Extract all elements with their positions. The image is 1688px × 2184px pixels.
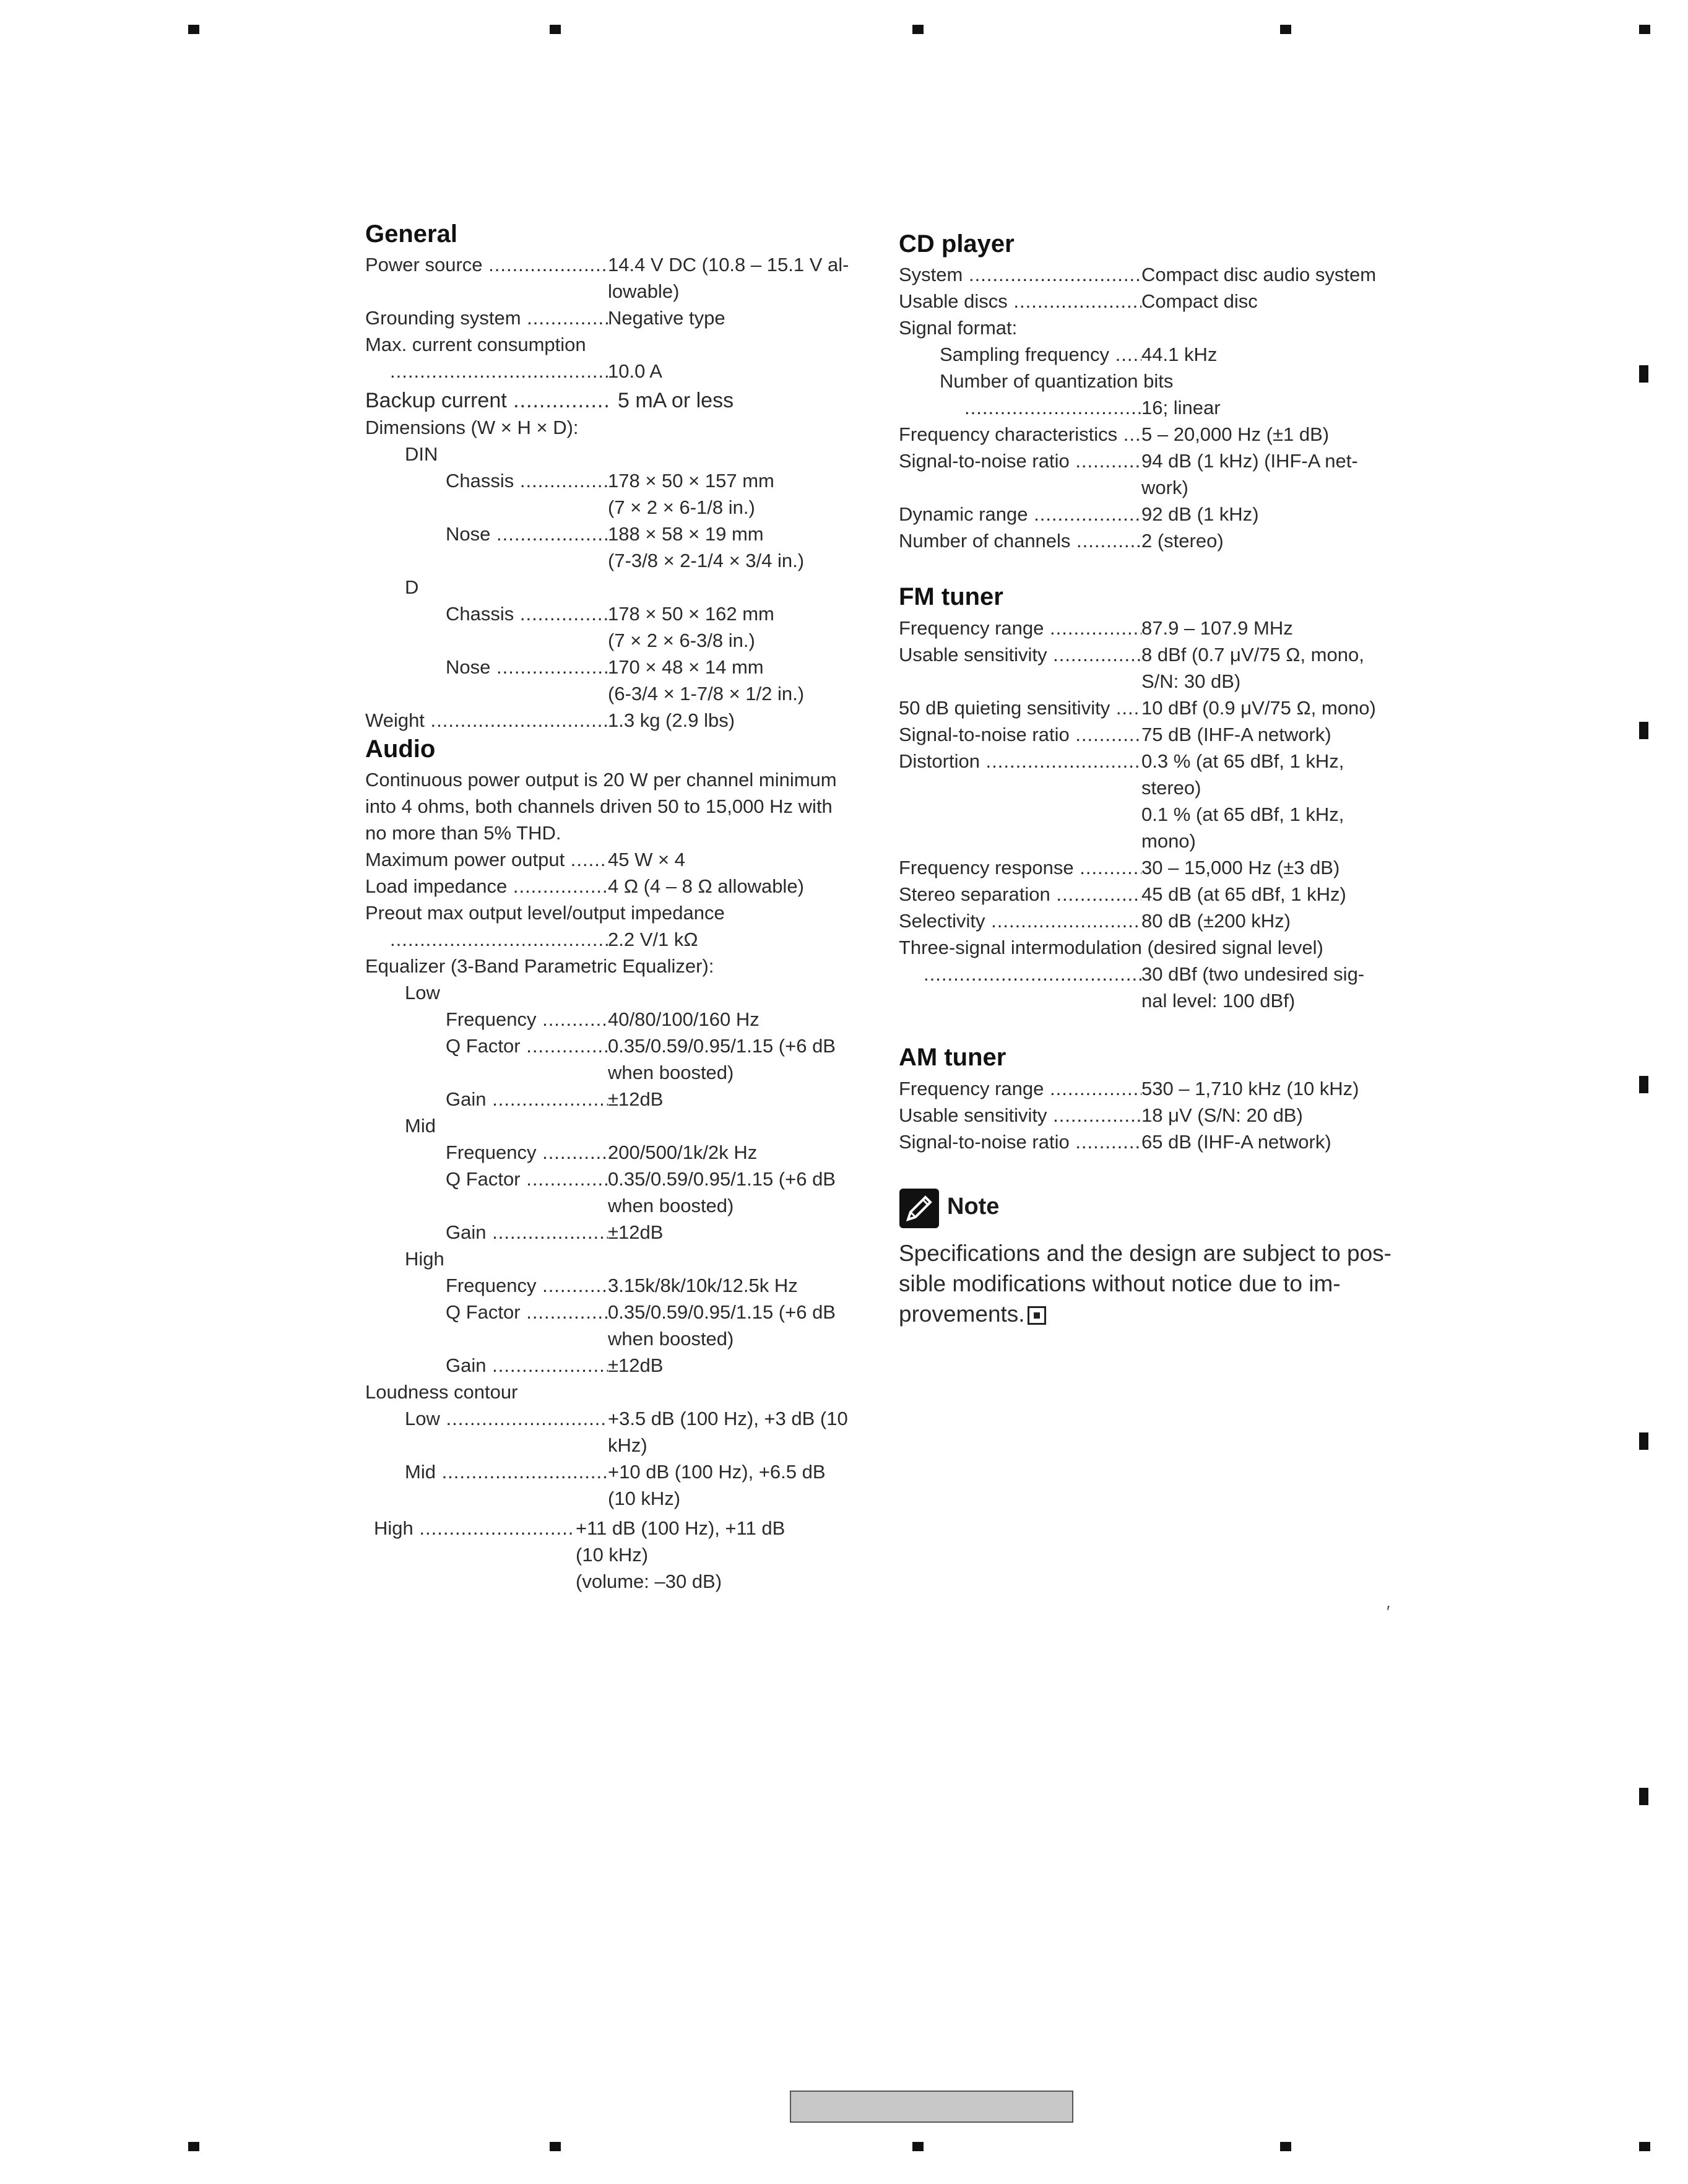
spec-value: 0.35/0.59/0.95/1.15 (+6 dB bbox=[608, 1301, 836, 1323]
sub-heading: Mid bbox=[405, 1115, 436, 1137]
spec-value: 5 mA or less bbox=[618, 389, 734, 412]
spec-label: Frequency range ..... bbox=[899, 1075, 1141, 1102]
spec-label: Sampling frequency ..... bbox=[940, 341, 1141, 368]
sub-heading: Low bbox=[405, 982, 440, 1003]
spec-label: Usable sensitivity ..... bbox=[899, 641, 1141, 668]
spec-label: Signal-to-noise ratio ..... bbox=[899, 1129, 1141, 1155]
spec-value-cont: when boosted) bbox=[608, 1195, 734, 1216]
registration-mark bbox=[550, 2142, 561, 2151]
spec-value: ±12dB bbox=[608, 1088, 664, 1110]
spec-value-cont: (10 kHz) bbox=[608, 1488, 681, 1509]
spec-label-full: Dimensions (W × H × D): bbox=[365, 417, 579, 438]
spec-label-full: Equalizer (3-Band Parametric Equalizer): bbox=[365, 955, 714, 977]
spec-value: 200/500/1k/2k Hz bbox=[608, 1142, 758, 1163]
spec-value: 178 × 50 × 162 mm bbox=[608, 603, 774, 625]
spec-value-cont: lowable) bbox=[608, 280, 680, 302]
spec-value: 94 dB (1 kHz) (IHF-A net- bbox=[1141, 450, 1358, 472]
page-number-box bbox=[790, 2091, 1073, 2123]
spec-label: Usable discs ..... bbox=[899, 288, 1141, 314]
sub-heading: High bbox=[405, 1248, 444, 1270]
spec-value: 40/80/100/160 Hz bbox=[608, 1008, 760, 1030]
spec-value-cont: when boosted) bbox=[608, 1328, 734, 1350]
spec-label: Q Factor ..... bbox=[446, 1033, 608, 1059]
spec-value: 14.4 V DC (10.8 – 15.1 V al- bbox=[608, 254, 849, 275]
spec-label: Mid ..... bbox=[405, 1458, 608, 1485]
spec-label: High ..... bbox=[374, 1515, 576, 1541]
spec-value: 45 W × 4 bbox=[608, 849, 685, 870]
spec-label: Power source ..... bbox=[365, 251, 608, 278]
spec-label: Usable sensitivity ..... bbox=[899, 1102, 1141, 1129]
spec-value-cont: stereo) bbox=[1141, 777, 1201, 799]
spec-label: Nose ..... bbox=[446, 654, 608, 680]
registration-mark bbox=[1639, 25, 1650, 34]
spec-label: System ..... bbox=[899, 261, 1141, 288]
spec-label: Stereo separation ..... bbox=[899, 881, 1141, 908]
spec-label: Q Factor ..... bbox=[446, 1299, 608, 1325]
spec-value: 10.0 A bbox=[608, 360, 662, 382]
spec-value: 16; linear bbox=[1141, 397, 1221, 418]
spec-label-full: Number of quantization bits bbox=[940, 370, 1174, 392]
spec-value-cont: when boosted) bbox=[608, 1062, 734, 1083]
spec-value-cont: (6-3/4 × 1-7/8 × 1/2 in.) bbox=[608, 683, 805, 704]
spec-value-cont: (10 kHz) bbox=[576, 1544, 649, 1566]
registration-mark bbox=[1639, 1788, 1648, 1805]
cd-player-heading: CD player bbox=[899, 230, 1015, 258]
spec-value: 3.15k/8k/10k/12.5k Hz bbox=[608, 1275, 798, 1296]
spec-dots bbox=[390, 926, 608, 953]
spec-value-cont: (7-3/8 × 2-1/4 × 3/4 in.) bbox=[608, 550, 805, 571]
stray-mark: ′ bbox=[1387, 1602, 1390, 1621]
end-mark-icon bbox=[1028, 1306, 1046, 1325]
spec-value: 0.35/0.59/0.95/1.15 (+6 dB bbox=[608, 1168, 836, 1190]
spec-label: Number of channels ..... bbox=[899, 527, 1141, 554]
sub-heading: D bbox=[405, 576, 419, 598]
spec-label: Chassis ..... bbox=[446, 600, 608, 627]
spec-value-cont: mono) bbox=[1141, 830, 1196, 852]
spec-value: 80 dB (±200 kHz) bbox=[1141, 910, 1291, 932]
registration-mark bbox=[1280, 2142, 1291, 2151]
spec-value: +10 dB (100 Hz), +6.5 dB bbox=[608, 1461, 826, 1483]
spec-value: 45 dB (at 65 dBf, 1 kHz) bbox=[1141, 883, 1346, 905]
paragraph-line: no more than 5% THD. bbox=[365, 822, 561, 844]
fm-tuner-heading: FM tuner bbox=[899, 583, 1003, 610]
spec-value: 0.3 % (at 65 dBf, 1 kHz, bbox=[1141, 750, 1344, 772]
spec-value: 530 – 1,710 kHz (10 kHz) bbox=[1141, 1078, 1359, 1099]
spec-label: Frequency range ..... bbox=[899, 615, 1141, 641]
spec-label: Chassis ..... bbox=[446, 467, 608, 494]
general-heading: General bbox=[365, 220, 457, 248]
spec-value: 0.35/0.59/0.95/1.15 (+6 dB bbox=[608, 1035, 836, 1057]
spec-value-cont: (7 × 2 × 6-3/8 in.) bbox=[608, 630, 755, 651]
spec-value: Compact disc audio system bbox=[1141, 264, 1377, 285]
spec-value: +3.5 dB (100 Hz), +3 dB (10 bbox=[608, 1408, 848, 1429]
spec-label-full: Signal format: bbox=[899, 317, 1018, 339]
spec-label-full: Loudness contour bbox=[365, 1381, 518, 1403]
spec-label: Gain ..... bbox=[446, 1086, 608, 1112]
note-text bbox=[899, 1238, 1394, 1329]
spec-label: Signal-to-noise ratio ..... bbox=[899, 721, 1141, 748]
spec-value-cont: work) bbox=[1141, 477, 1188, 498]
spec-value: +11 dB (100 Hz), +11 dB bbox=[576, 1517, 786, 1539]
sub-heading: DIN bbox=[405, 443, 438, 465]
spec-label: Gain ..... bbox=[446, 1219, 608, 1246]
spec-value: 30 – 15,000 Hz (±3 dB) bbox=[1141, 857, 1340, 878]
spec-value: 4 Ω (4 – 8 Ω allowable) bbox=[608, 875, 804, 897]
spec-value: Compact disc bbox=[1141, 290, 1258, 312]
note-line: sible modifications without notice due to im- bbox=[899, 1271, 1341, 1296]
registration-mark bbox=[1639, 722, 1648, 739]
spec-value-cont: (7 × 2 × 6-1/8 in.) bbox=[608, 496, 755, 518]
spec-dots bbox=[924, 961, 1141, 987]
spec-value: 178 × 50 × 157 mm bbox=[608, 470, 774, 492]
spec-label: Load impedance ..... bbox=[365, 873, 608, 899]
spec-dots bbox=[964, 394, 1141, 421]
note-line bbox=[899, 1299, 1394, 1329]
registration-mark bbox=[1639, 365, 1648, 383]
spec-value: 8 dBf (0.7 μV/75 Ω, mono, bbox=[1141, 644, 1364, 665]
spec-value: 75 dB (IHF-A network) bbox=[1141, 724, 1331, 745]
spec-value: 44.1 kHz bbox=[1141, 344, 1218, 365]
spec-label: Grounding system ..... bbox=[365, 305, 608, 331]
registration-mark bbox=[188, 2142, 199, 2151]
registration-mark bbox=[1280, 25, 1291, 34]
paragraph-line: into 4 ohms, both channels driven 50 to 15,000 Hz with bbox=[365, 795, 833, 817]
paragraph-line: Continuous power output is 20 W per channel minimum bbox=[365, 769, 837, 791]
spec-label-full: Max. current consumption bbox=[365, 334, 586, 355]
spec-value: 18 μV (S/N: 20 dB) bbox=[1141, 1104, 1303, 1126]
spec-value: 2.2 V/1 kΩ bbox=[608, 929, 698, 950]
spec-label: Gain ..... bbox=[446, 1352, 608, 1379]
spec-label: Frequency ..... bbox=[446, 1006, 608, 1033]
spec-value: 92 dB (1 kHz) bbox=[1141, 503, 1259, 525]
am-tuner-heading: AM tuner bbox=[899, 1044, 1006, 1071]
note-line-text: provements. bbox=[899, 1301, 1025, 1327]
registration-mark bbox=[550, 25, 561, 34]
spec-label: Frequency ..... bbox=[446, 1139, 608, 1166]
spec-value: 30 dBf (two undesired sig- bbox=[1141, 963, 1365, 985]
spec-label: Selectivity ..... bbox=[899, 908, 1141, 934]
spec-label: Weight ..... bbox=[365, 707, 608, 734]
registration-mark bbox=[1639, 2142, 1650, 2151]
registration-mark bbox=[1639, 1076, 1648, 1093]
spec-value: 2 (stereo) bbox=[1141, 530, 1224, 552]
spec-label: Frequency response ..... bbox=[899, 854, 1141, 881]
spec-label: Signal-to-noise ratio ..... bbox=[899, 448, 1141, 474]
spec-dots bbox=[390, 358, 608, 384]
spec-value-cont: 0.1 % (at 65 dBf, 1 kHz, bbox=[1141, 804, 1344, 825]
spec-value: 65 dB (IHF-A network) bbox=[1141, 1131, 1331, 1153]
spec-value: 170 × 48 × 14 mm bbox=[608, 656, 764, 678]
registration-mark bbox=[912, 25, 924, 34]
spec-value-cont: kHz) bbox=[608, 1434, 647, 1456]
spec-value-cont: (volume: –30 dB) bbox=[576, 1571, 722, 1592]
registration-mark bbox=[188, 25, 199, 34]
spec-label: Nose ..... bbox=[446, 521, 608, 547]
spec-label: Backup current ..... bbox=[365, 388, 608, 414]
spec-label: Frequency ..... bbox=[446, 1272, 608, 1299]
spec-value: 5 – 20,000 Hz (±1 dB) bbox=[1141, 423, 1330, 445]
spec-value: ±12dB bbox=[608, 1221, 664, 1243]
spec-label: Q Factor ..... bbox=[446, 1166, 608, 1192]
note-line: Specifications and the design are subject to pos- bbox=[899, 1241, 1392, 1266]
note-pencil-icon bbox=[899, 1189, 939, 1228]
spec-label-full: Three-signal intermodulation (desired signal level) bbox=[899, 937, 1323, 958]
spec-value-cont: S/N: 30 dB) bbox=[1141, 670, 1241, 692]
spec-label-full: Preout max output level/output impedance bbox=[365, 902, 725, 924]
spec-value: Negative type bbox=[608, 307, 725, 329]
spec-label: 50 dB quieting sensitivity ..... bbox=[899, 695, 1141, 721]
spec-label: Dynamic range ..... bbox=[899, 501, 1141, 527]
spec-label: Frequency characteristics ..... bbox=[899, 421, 1141, 448]
spec-value: 87.9 – 107.9 MHz bbox=[1141, 617, 1293, 639]
spec-label: Distortion ..... bbox=[899, 748, 1141, 774]
spec-value: 1.3 kg (2.9 lbs) bbox=[608, 709, 735, 731]
spec-value: 188 × 58 × 19 mm bbox=[608, 523, 764, 545]
registration-mark bbox=[912, 2142, 924, 2151]
spec-label: Maximum power output ..... bbox=[365, 846, 608, 873]
spec-value-cont: nal level: 100 dBf) bbox=[1141, 990, 1296, 1012]
registration-mark bbox=[1639, 1432, 1648, 1450]
spec-label: Low ..... bbox=[405, 1405, 608, 1432]
spec-value: ±12dB bbox=[608, 1354, 664, 1376]
note-title: Note bbox=[947, 1194, 1000, 1220]
audio-heading: Audio bbox=[365, 735, 436, 763]
spec-value: 10 dBf (0.9 μV/75 Ω, mono) bbox=[1141, 697, 1376, 719]
